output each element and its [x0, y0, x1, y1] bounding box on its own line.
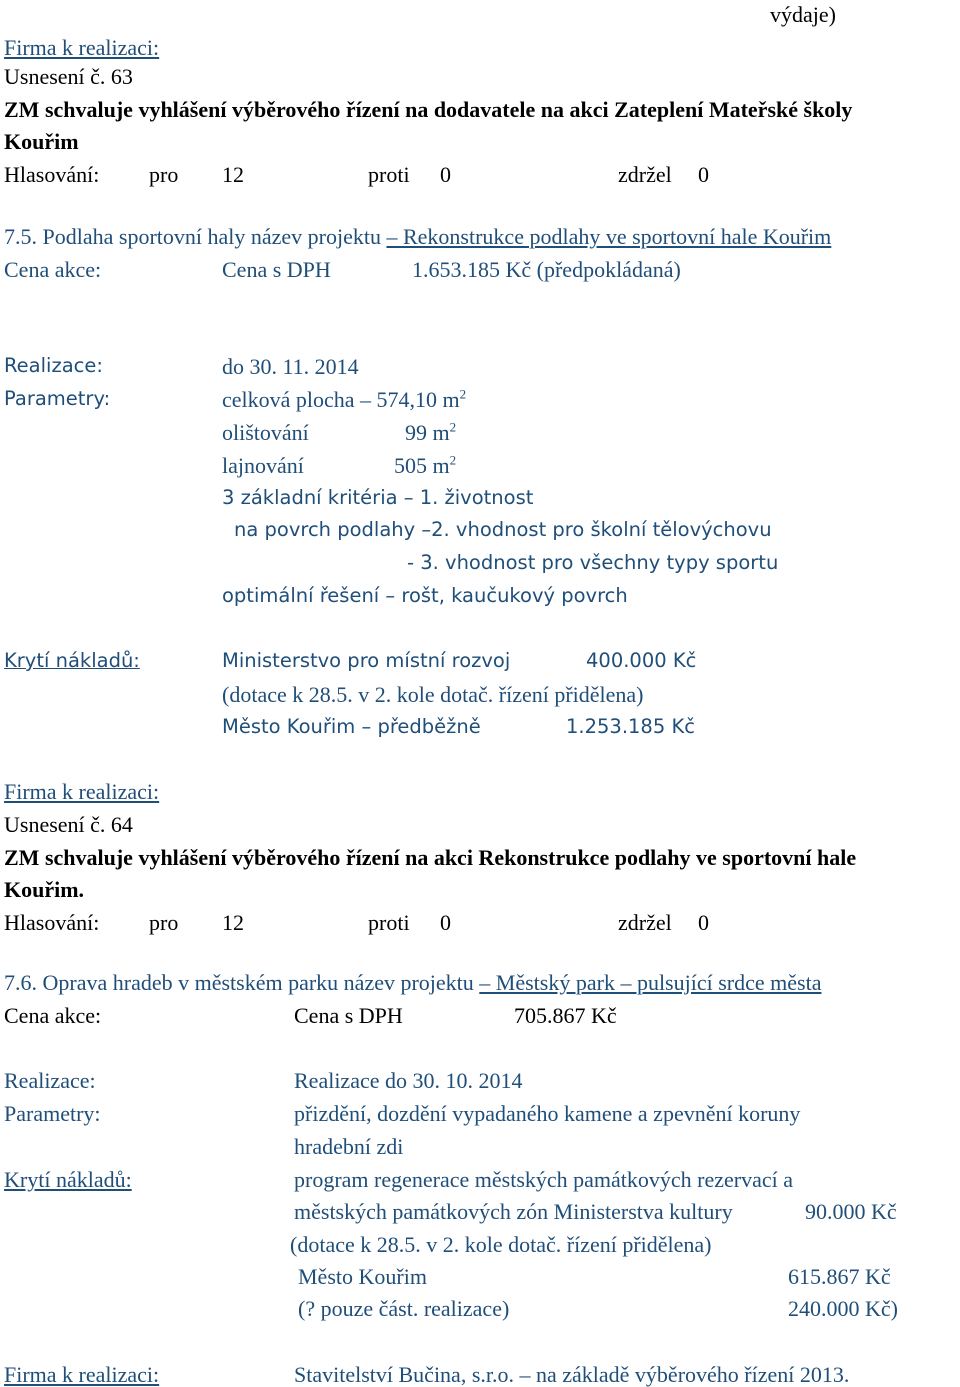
param-plocha-text: celková plocha – 574,10 m	[222, 387, 460, 412]
usneseni-64: Usnesení č. 64	[4, 812, 133, 837]
firma-value-3: Stavitelství Bučina, s.r.o. – na základě výběrového řízení 2013.	[294, 1362, 850, 1387]
heading-7-6-project-link: – Městský park – pulsující srdce města	[479, 970, 822, 995]
vote-zdrzel: zdržel	[618, 910, 672, 935]
kryti-mesto-2-amount: 615.867 Kč	[788, 1264, 891, 1289]
vote-label: Hlasování:	[4, 910, 100, 935]
param-lajnovani-value	[394, 452, 457, 478]
cena-dph-7-6: Cena s DPH	[294, 1003, 403, 1028]
vote-pro-count: 12	[222, 910, 244, 935]
cena-value-7-6: 705.867 Kč	[514, 1003, 617, 1028]
heading-7-6-prefix: 7.6. Oprava hradeb v městském parku název projektu	[4, 970, 480, 995]
usneseni-63: Usnesení č. 63	[4, 64, 133, 89]
param-lajnovani-num: 505 m	[394, 453, 450, 478]
realizace-value-7-6: Realizace do 30. 10. 2014	[294, 1068, 523, 1093]
param-olistovani-num: 99 m	[405, 420, 450, 445]
kryti-mk: městských památkových zón Ministerstva kultury	[294, 1199, 733, 1224]
firma-label-2: Firma k realizaci:	[4, 779, 160, 804]
kryti-dotace-note: (dotace k 28.5. v 2. kole dotač. řízení přidělena)	[222, 682, 644, 707]
cena-value-7-5: 1.653.185 Kč (předpokládaná)	[412, 257, 681, 282]
resolution-63-line1: ZM schvaluje vyhlášení výběrového řízení na dodavatele na akci Zateplení Mateřské školy	[4, 97, 853, 122]
param-lajnovani: lajnování	[222, 453, 304, 478]
vydaje-fragment: výdaje)	[770, 2, 836, 27]
heading-7-5	[4, 226, 831, 248]
kryti-cast-realizace: (? pouze část. realizace)	[298, 1296, 510, 1321]
vote-pro: pro	[149, 162, 179, 187]
vote-proti: proti	[368, 910, 410, 935]
heading-7-5-project-link: – Rekonstrukce podlahy ve sportovní hale Kouřim	[386, 224, 832, 249]
param-olistovani: olištování	[222, 420, 309, 445]
parametry-label-7-6: Parametry:	[4, 1101, 101, 1126]
kryti-mesto-2: Město Kouřim	[298, 1264, 427, 1289]
vote-pro: pro	[149, 910, 179, 935]
heading-7-6	[4, 972, 821, 994]
kryti-label-7-6: Krytí nákladů:	[4, 1167, 132, 1192]
firma-label-1: Firma k realizaci:	[4, 35, 160, 60]
firma-label-3: Firma k realizaci:	[4, 1362, 160, 1387]
param-kriteria-3: - 3. vhodnost pro všechny typy sportu	[407, 551, 779, 574]
vote-proti: proti	[368, 162, 410, 187]
vote-zdrzel-count: 0	[698, 162, 709, 187]
kryti-mesto: Město Kouřim – předběžně	[222, 715, 481, 738]
kryti-mmr: Ministerstvo pro místní rozvoj	[222, 649, 511, 672]
resolution-64-line1: ZM schvaluje vyhlášení výběrového řízení na akci Rekonstrukce podlahy ve sportovní hale	[4, 845, 857, 870]
kryti-cast-realizace-amount: 240.000 Kč)	[788, 1296, 898, 1321]
superscript: 2	[449, 419, 457, 435]
kryti-program: program regenerace městských památkových rezervací a	[294, 1167, 794, 1192]
realizace-label-7-5: Realizace:	[4, 354, 103, 377]
vote-zdrzel-count: 0	[698, 910, 709, 935]
param-olistovani-value	[405, 419, 457, 445]
realizace-value-7-5: do 30. 11. 2014	[222, 354, 359, 379]
cena-label-7-5: Cena akce:	[4, 257, 102, 282]
param-kriteria-2: na povrch podlahy –2. vhodnost pro školní tělovýchovu	[234, 518, 772, 541]
param-prizdeni: přizdění, dozdění vypadaného kamene a zpevnění koruny	[294, 1101, 801, 1126]
superscript: 2	[459, 386, 467, 402]
kryti-mmr-amount: 400.000 Kč	[586, 649, 697, 672]
parametry-label-7-5: Parametry:	[4, 387, 111, 410]
vote-proti-count: 0	[440, 162, 451, 187]
kryti-mesto-amount: 1.253.185 Kč	[566, 715, 695, 738]
vote-label: Hlasování:	[4, 162, 100, 187]
realizace-label-7-6: Realizace:	[4, 1068, 96, 1093]
kryti-label-7-5: Krytí nákladů:	[4, 649, 140, 672]
kryti-dotace-note-2: (dotace k 28.5. v 2. kole dotač. řízení přidělena)	[290, 1232, 712, 1257]
vote-proti-count: 0	[440, 910, 451, 935]
resolution-63-line2: Kouřim	[4, 129, 79, 154]
cena-dph-7-5: Cena s DPH	[222, 257, 331, 282]
param-hradebni-zdi: hradební zdi	[294, 1134, 404, 1159]
heading-7-5-prefix: 7.5. Podlaha sportovní haly název projektu	[4, 224, 387, 249]
superscript: 2	[449, 452, 457, 468]
vote-pro-count: 12	[222, 162, 244, 187]
kryti-mk-amount: 90.000 Kč	[805, 1199, 897, 1224]
param-plocha	[222, 386, 467, 412]
vote-zdrzel: zdržel	[618, 162, 672, 187]
param-kriteria: 3 základní kritéria – 1. životnost	[222, 486, 534, 509]
resolution-64-line2: Kouřim.	[4, 877, 85, 902]
cena-label-7-6: Cena akce:	[4, 1003, 102, 1028]
param-reseni: optimální řešení – rošt, kaučukový povrch	[222, 584, 628, 607]
